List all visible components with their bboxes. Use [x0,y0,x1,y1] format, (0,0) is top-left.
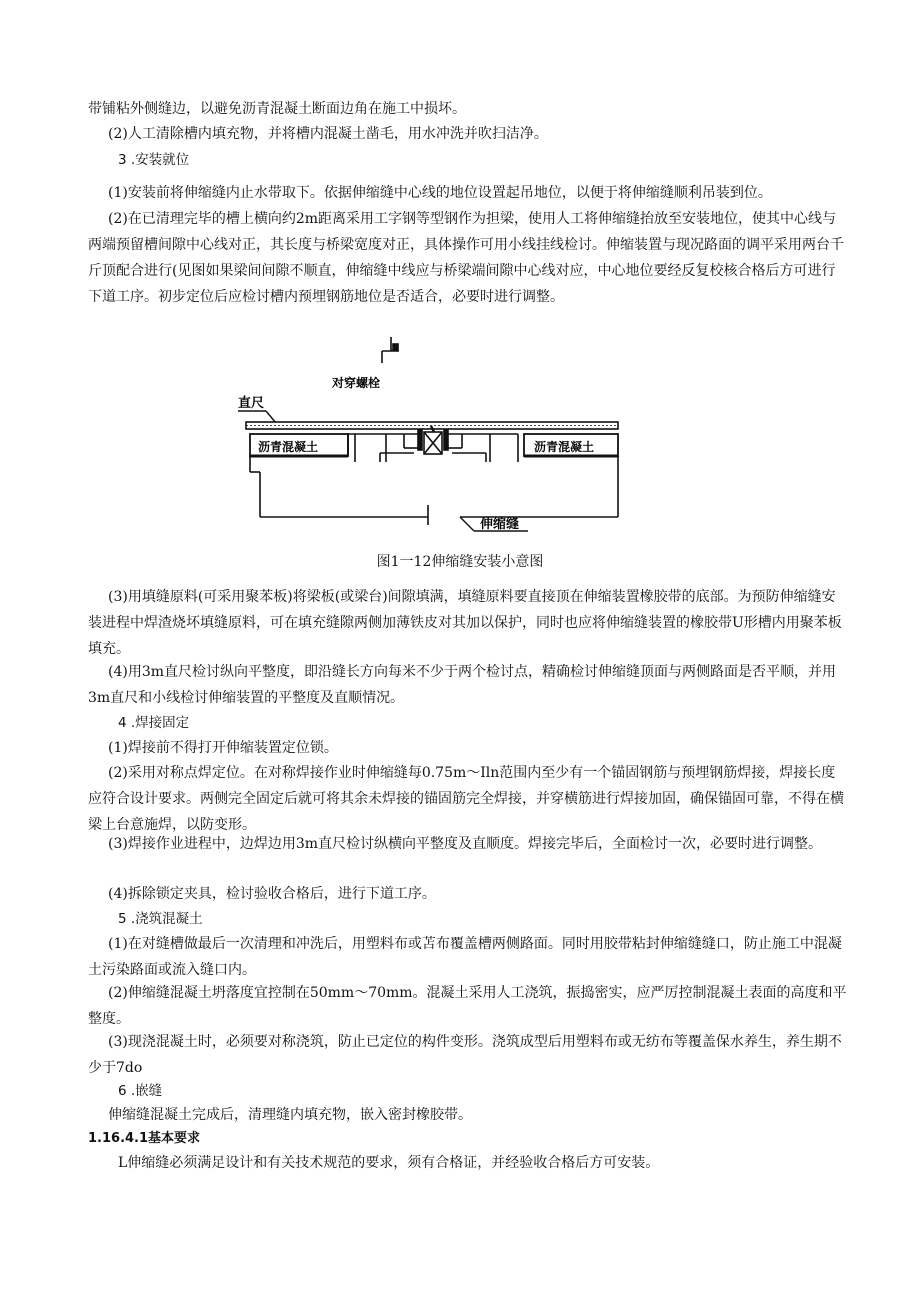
section-heading-basic-requirements: 1.16.4.1基本要求 [88,1131,201,1146]
section-heading-welding: 4 .焊接固定 [118,715,190,731]
expansion-joint-diagram [228,335,628,535]
paragraph-concrete-3: (3)现浇混凝土时，必须要对称浇筑，防止已定位的构件变形。浇筑成型后用塑料布或无纺布等覆盖保水养生，养生期不少于7do [88,1034,842,1076]
paragraph-install-4: (4)用3m直尺检讨纵向平整度，即沿缝长方向每米不少于两个检讨点，精确检讨伸缩缝顶面与两侧路面是否平顺，并用3m直尺和小线检讨伸缩装置的平整度及直顺情况。 [88,664,837,706]
paragraph-concrete-2: (2)伸缩缝混凝土坍落度宜控制在50mm～70mm。混凝土采用人工浇筑，振捣密实，应严厉控制混凝土表面的高度和平整度。 [88,985,847,1027]
joint-device-left [348,434,418,462]
paragraph-weld-1: (1)焊接前不得打开伸缩装置定位锁。 [108,740,338,756]
joint-device-right [448,434,518,462]
paragraph-install-3: (3)用填缝原料(可采用聚苯板)将梁板(或梁台)间隙填满，填缝原料要直接顶在伸缩装置橡胶带的底部。为预防伸缩缝安装进程中焊渣烧坏填缝原料，可在填充缝隙两侧加薄铁皮对其加以保护，同时也应将伸缩缝装置的橡胶带U形槽内用聚苯板填充。 [88,589,842,657]
paragraph-concrete-1: (1)在对缝槽做最后一次清理和冲洗后，用塑料布或苫布覆盖槽两侧路面。同时用胶带粘封伸缩缝缝口，防止施工中混凝土污染路面或流入缝口内。 [88,936,842,978]
bridge-deck-slabs [250,456,618,525]
paragraph-install-2: (2)在已清理完毕的槽上横向约2m距离采用工字钢等型钢作为担梁，使用人工将伸缩缝抬放至安装地位，使其中心线与两端预留槽间隙中心线对正，其长度与桥梁宽度对正，具体操作可用小线挂线检讨。伸缩装置与现况路面的调平采用两台千斤顶配合进行(见图如果梁间间隙不顺直，伸缩缝中线应与桥梁端间隙中心线对应，中心地位要经反复校核合格后方可进行下道工序。初步定位后应检讨槽内预埋钢筋地位是否适合，必要时进行调整。 [88,211,844,305]
asphalt-label-left: 沥青混凝土 [258,440,319,454]
paragraph-weld-3: (3)焊接作业进程中，边焊边用3m直尺检讨纵横向平整度及直顺度。焊接完毕后，全面检讨一次，必要时进行调整。 [108,836,823,852]
section-heading-install: 3 .安装就位 [118,152,190,168]
figure-caption: 图1一12伸缩缝安装小意图 [376,554,544,570]
rubber-seal-center [418,426,448,454]
paragraph-continuation: 带铺粘外侧缝边，以避免沥青混凝土断面边角在施工中损坏。 [88,101,466,117]
paragraph-basic-requirement-1: L伸缩缝必须满足设计和有关技术规范的要求，须有合格证，并经验收合格后方可安装。 [118,1155,660,1171]
bolt-symbol [382,337,399,363]
paragraph-install-1: (1)安装前将伸缩缝内止水带取下。依据伸缩缝中心线的地位设置起吊地位，以便于将伸缩缝顺利吊装到位。 [108,185,772,201]
bolt-label: 对穿螺栓 [332,376,381,390]
section-heading-sealing: 6 .嵌缝 [118,1083,163,1099]
ruler-label: 直尺 [238,396,265,411]
asphalt-label-right: 沥青混凝土 [534,440,595,454]
joint-leader [460,517,474,531]
paragraph-weld-2: (2)采用对称点焊定位。在对称焊接作业时伸缩缝每0.75m～Iln范围内至少有一个锚固钢筋与预埋钢筋焊接，焊接长度应符合设计要求。两侧完全固定后就可将其余未焊接的锚固筋完全焊接，并穿横筋进行焊接加固，确保锚固可靠，不得在横梁上台意施焊，以防变形。 [88,765,844,833]
section-heading-concrete: 5 .浇筑混凝土 [118,911,203,927]
joint-label: 伸缩缝 [480,517,520,532]
paragraph-step-2-clean: (2)人工清除槽内填充物，并将槽内混凝土凿毛，用水冲洗并吹扫洁净。 [108,126,548,142]
paragraph-sealing: 伸缩缝混凝土完成后，清理缝内填充物，嵌入密封橡胶带。 [108,1107,472,1123]
paragraph-weld-4: (4)拆除锁定夹具，检讨验收合格后，进行下道工序。 [108,886,436,902]
